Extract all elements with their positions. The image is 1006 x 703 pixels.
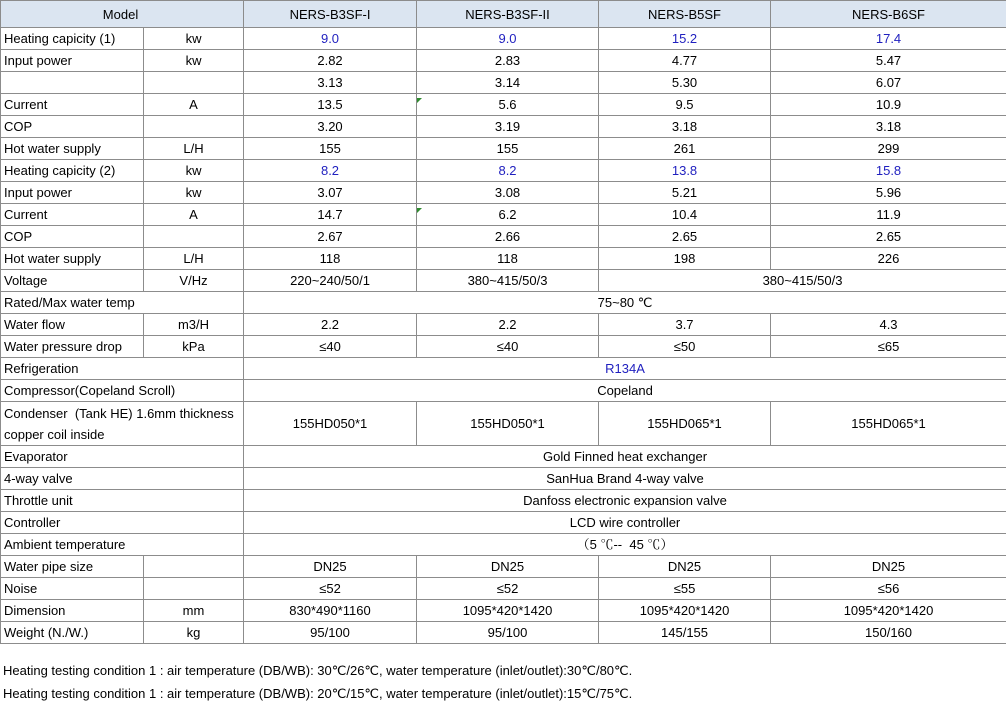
value-cell: DN25 — [417, 556, 599, 578]
value-cell: R134A — [244, 358, 1006, 380]
value-cell: 380~415/50/3 — [599, 270, 1006, 292]
model-name: NERS-B6SF — [771, 1, 1006, 28]
value-cell: 1095*420*1420 — [599, 600, 771, 622]
row-unit: m3/H — [144, 314, 244, 336]
value-cell: 11.9 — [771, 204, 1006, 226]
value-cell: DN25 — [771, 556, 1006, 578]
row-label: Throttle unit — [1, 490, 244, 512]
spec-row — [1, 358, 1006, 380]
row-unit: V/Hz — [144, 270, 244, 292]
row-label: Controller — [1, 512, 244, 534]
value-cell: 2.83 — [417, 50, 599, 72]
row-unit — [144, 72, 244, 94]
row-label: Water pressure drop — [1, 336, 144, 358]
test-condition-note: Heating testing condition 1 : air temperature (DB/WB): 20℃/15℃, water temperature (inlet/outlet):15℃/75℃. — [3, 686, 633, 701]
value-cell: ≤40 — [417, 336, 599, 358]
value-cell: 3.13 — [244, 72, 417, 94]
value-cell: 10.9 — [771, 94, 1006, 116]
spec-row — [1, 50, 1006, 72]
value-cell: 2.82 — [244, 50, 417, 72]
value-cell: ≤52 — [417, 578, 599, 600]
spec-row — [1, 380, 1006, 402]
value-cell: 4.3 — [771, 314, 1006, 336]
row-label: Water pipe size — [1, 556, 144, 578]
row-label: Hot water supply — [1, 138, 144, 160]
value-cell: ≤50 — [599, 336, 771, 358]
row-label: Refrigeration — [1, 358, 244, 380]
value-cell: 118 — [417, 248, 599, 270]
row-label: Hot water supply — [1, 248, 144, 270]
value-cell: ≤56 — [771, 578, 1006, 600]
model-header: Model — [1, 1, 244, 28]
value-cell: 6.07 — [771, 72, 1006, 94]
value-cell: 14.7 — [244, 204, 417, 226]
model-name: NERS-B3SF-I — [244, 1, 417, 28]
value-cell: 3.18 — [599, 116, 771, 138]
spec-row — [1, 556, 1006, 578]
comment-marker — [417, 208, 422, 213]
comment-marker — [417, 98, 422, 103]
spec-row — [1, 116, 1006, 138]
value-cell: SanHua Brand 4-way valve — [244, 468, 1006, 490]
row-unit: kPa — [144, 336, 244, 358]
row-label: Voltage — [1, 270, 144, 292]
row-unit — [144, 226, 244, 248]
value-cell: 3.20 — [244, 116, 417, 138]
spec-row — [1, 600, 1006, 622]
spec-row — [1, 490, 1006, 512]
header-row — [1, 1, 1006, 28]
value-cell: Gold Finned heat exchanger — [244, 446, 1006, 468]
spec-row — [1, 314, 1006, 336]
value-cell: ≤55 — [599, 578, 771, 600]
row-label: Rated/Max water temp — [1, 292, 244, 314]
value-cell: 261 — [599, 138, 771, 160]
row-label: Input power — [1, 182, 144, 204]
value-cell: 155HD050*1 — [244, 402, 417, 446]
row-label: Compressor(Copeland Scroll) — [1, 380, 244, 402]
row-unit — [144, 556, 244, 578]
value-cell: 226 — [771, 248, 1006, 270]
row-unit: A — [144, 204, 244, 226]
row-label: Water flow — [1, 314, 144, 336]
spec-row — [1, 160, 1006, 182]
value-cell: 5.47 — [771, 50, 1006, 72]
value-cell: 155 — [244, 138, 417, 160]
value-cell: 17.4 — [771, 28, 1006, 50]
value-cell: ≤52 — [244, 578, 417, 600]
value-cell: LCD wire controller — [244, 512, 1006, 534]
spec-row — [1, 138, 1006, 160]
value-cell: 380~415/50/3 — [417, 270, 599, 292]
value-cell: 9.5 — [599, 94, 771, 116]
row-label: Input power — [1, 50, 144, 72]
row-label: Ambient temperature — [1, 534, 244, 556]
spec-row — [1, 270, 1006, 292]
value-cell: 5.96 — [771, 182, 1006, 204]
value-cell: 13.8 — [599, 160, 771, 182]
value-cell: 1095*420*1420 — [417, 600, 599, 622]
row-label: 4-way valve — [1, 468, 244, 490]
value-cell: 9.0 — [417, 28, 599, 50]
spec-row — [1, 512, 1006, 534]
value-cell: 299 — [771, 138, 1006, 160]
value-cell: 3.07 — [244, 182, 417, 204]
row-label: Dimension — [1, 600, 144, 622]
row-label: Current — [1, 204, 144, 226]
value-cell: 155HD065*1 — [771, 402, 1006, 446]
value-cell: 75~80 ℃ — [244, 292, 1006, 314]
row-label: COP — [1, 116, 144, 138]
value-cell: 830*490*1160 — [244, 600, 417, 622]
value-cell: 6.2 — [417, 204, 599, 226]
value-cell: 5.6 — [417, 94, 599, 116]
value-cell: 3.08 — [417, 182, 599, 204]
spec-row — [1, 248, 1006, 270]
row-unit: A — [144, 94, 244, 116]
value-cell: 15.8 — [771, 160, 1006, 182]
row-label: Heating capicity (2) — [1, 160, 144, 182]
row-label: Weight (N./W.) — [1, 622, 144, 644]
spec-row — [1, 94, 1006, 116]
value-cell: 1095*420*1420 — [771, 600, 1006, 622]
value-cell: 2.65 — [771, 226, 1006, 248]
value-cell: 2.2 — [417, 314, 599, 336]
model-name: NERS-B5SF — [599, 1, 771, 28]
row-unit: kw — [144, 182, 244, 204]
value-cell: Danfoss electronic expansion valve — [244, 490, 1006, 512]
value-cell: 3.7 — [599, 314, 771, 336]
value-cell: 3.19 — [417, 116, 599, 138]
value-cell: 5.30 — [599, 72, 771, 94]
value-cell: 95/100 — [244, 622, 417, 644]
spec-row — [1, 446, 1006, 468]
spec-row — [1, 292, 1006, 314]
spec-row — [1, 204, 1006, 226]
value-cell: 118 — [244, 248, 417, 270]
value-cell: 150/160 — [771, 622, 1006, 644]
spec-row — [1, 622, 1006, 644]
value-cell: DN25 — [599, 556, 771, 578]
row-unit: L/H — [144, 138, 244, 160]
spec-row — [1, 578, 1006, 600]
spec-row — [1, 72, 1006, 94]
value-cell: 8.2 — [417, 160, 599, 182]
row-unit: kw — [144, 160, 244, 182]
row-unit: mm — [144, 600, 244, 622]
value-cell: Copeland — [244, 380, 1006, 402]
value-cell: ≤40 — [244, 336, 417, 358]
value-cell: （5 ℃-- 45 ℃） — [244, 534, 1006, 556]
value-cell: 198 — [599, 248, 771, 270]
value-cell: 2.66 — [417, 226, 599, 248]
value-cell: 155HD065*1 — [599, 402, 771, 446]
value-cell: 95/100 — [417, 622, 599, 644]
value-cell: 2.2 — [244, 314, 417, 336]
spec-row — [1, 226, 1006, 248]
row-unit: L/H — [144, 248, 244, 270]
spec-row — [1, 182, 1006, 204]
row-label: Condenser (Tank HE) 1.6mm thickness copper coil inside — [1, 402, 244, 446]
value-cell: 155 — [417, 138, 599, 160]
value-cell: 3.14 — [417, 72, 599, 94]
row-unit: kg — [144, 622, 244, 644]
spec-row — [1, 534, 1006, 556]
row-label: Noise — [1, 578, 144, 600]
value-cell: 220~240/50/1 — [244, 270, 417, 292]
value-cell: 3.18 — [771, 116, 1006, 138]
row-label: COP — [1, 226, 144, 248]
row-label: Current — [1, 94, 144, 116]
spec-row — [1, 402, 1006, 446]
row-label — [1, 72, 144, 94]
spec-row — [1, 336, 1006, 358]
value-cell: 8.2 — [244, 160, 417, 182]
row-unit — [144, 116, 244, 138]
value-cell: 10.4 — [599, 204, 771, 226]
row-label: Evaporator — [1, 446, 244, 468]
row-unit: kw — [144, 50, 244, 72]
value-cell: 5.21 — [599, 182, 771, 204]
value-cell: 9.0 — [244, 28, 417, 50]
row-label: Heating capicity (1) — [1, 28, 144, 50]
spec-row — [1, 28, 1006, 50]
test-condition-note: Heating testing condition 1 : air temperature (DB/WB): 30℃/26℃, water temperature (inlet/outlet):30℃/80℃. — [3, 663, 633, 678]
value-cell: ≤65 — [771, 336, 1006, 358]
value-cell: 2.67 — [244, 226, 417, 248]
spec-row — [1, 468, 1006, 490]
value-cell: 13.5 — [244, 94, 417, 116]
value-cell: 15.2 — [599, 28, 771, 50]
value-cell: 155HD050*1 — [417, 402, 599, 446]
row-unit — [144, 578, 244, 600]
value-cell: 4.77 — [599, 50, 771, 72]
value-cell: 2.65 — [599, 226, 771, 248]
model-name: NERS-B3SF-II — [417, 1, 599, 28]
row-unit: kw — [144, 28, 244, 50]
value-cell: 145/155 — [599, 622, 771, 644]
value-cell: DN25 — [244, 556, 417, 578]
